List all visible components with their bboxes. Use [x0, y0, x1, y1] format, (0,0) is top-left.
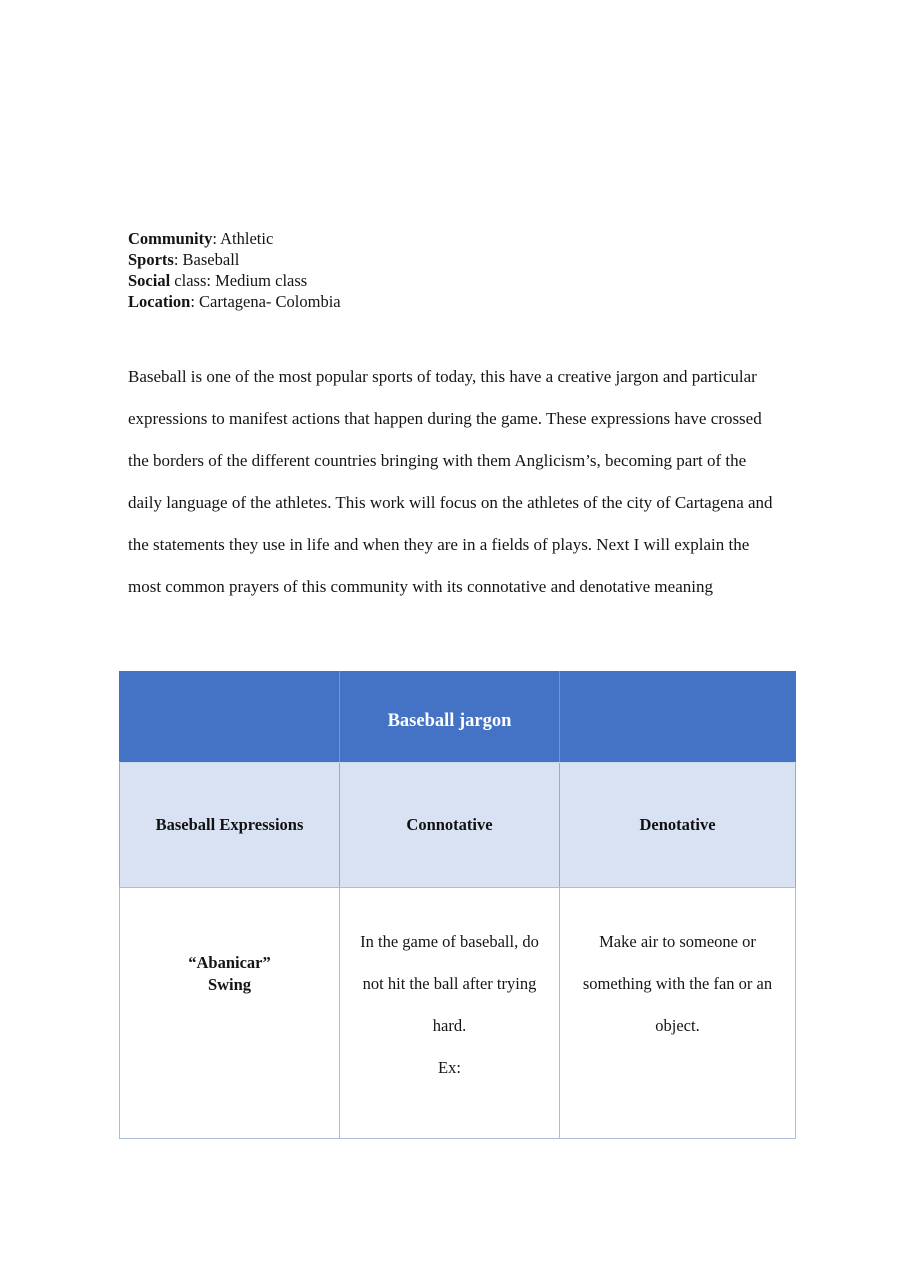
info-label: Sports — [128, 250, 174, 269]
info-line-location — [128, 291, 341, 312]
info-label: Social — [128, 271, 171, 290]
connotative-line: hard. — [432, 1016, 467, 1035]
connotative-line: not hit the ball after trying — [362, 974, 537, 993]
cell-expression — [119, 887, 340, 1139]
denotative-line: Make air to someone or — [599, 932, 756, 951]
column-header-connotative: Connotative — [340, 763, 560, 887]
info-value: class: Medium class — [170, 271, 308, 290]
baseball-jargon-table — [119, 671, 796, 1139]
expression-term: “Abanicar” — [188, 953, 271, 972]
cell-denotative — [560, 887, 796, 1139]
table-header-row — [119, 762, 796, 887]
denotative-line: object. — [655, 1016, 700, 1035]
info-value: : Baseball — [173, 250, 240, 269]
expression-translation: Swing — [207, 974, 252, 994]
info-line-community — [128, 228, 341, 249]
table-title-row — [119, 671, 796, 762]
cell-connotative — [340, 887, 560, 1139]
table-row — [119, 887, 796, 1139]
denotative-line: something with the fan or an — [582, 974, 773, 993]
connotative-line: In the game of baseball, do — [360, 932, 539, 951]
title-row-left-cell — [119, 671, 340, 762]
info-label: Location — [128, 292, 191, 311]
intro-paragraph: Baseball is one of the most popular sports of today, this have a creative jargon and particular expressions to manifest actions that happen during the game. These expressions have crossed the borders of the different countries bringing with them Anglicism’s, becoming part of the daily language of the athletes. This work will focus on the athletes of the city of Cartagena and the statements they use in life and when they are in a fields of plays. Next I will explain the most common prayers of this community with its connotative and denotative meaning — [128, 367, 773, 596]
info-value: : Athletic — [212, 229, 274, 248]
connotative-example-label: Ex: — [438, 1058, 461, 1077]
column-header-baseball-expressions: Baseball Expressions — [119, 763, 340, 887]
info-value: : Cartagena- Colombia — [190, 292, 341, 311]
title-row-right-cell — [560, 671, 796, 762]
info-line-social-class — [128, 270, 341, 291]
document-info-block — [128, 228, 341, 312]
info-line-sports — [128, 249, 341, 270]
column-header-denotative: Denotative — [560, 763, 796, 887]
info-label: Community — [128, 229, 213, 248]
table-title: Baseball jargon — [340, 671, 560, 762]
